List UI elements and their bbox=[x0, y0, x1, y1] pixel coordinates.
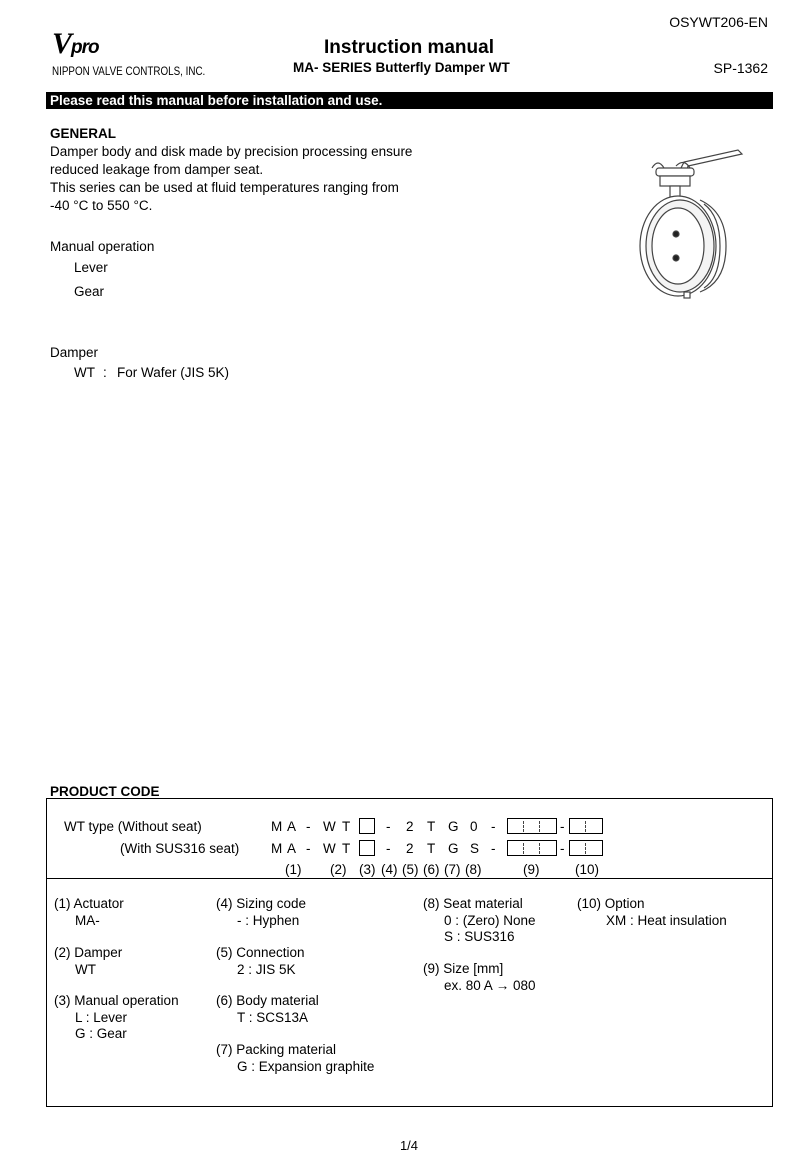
definition-value: G : Expansion graphite bbox=[237, 1058, 375, 1074]
damper-code: WT bbox=[74, 365, 95, 380]
code-char: T bbox=[342, 841, 351, 856]
option-slot bbox=[569, 818, 603, 834]
code-index: (1) bbox=[285, 862, 302, 877]
definition-body-material bbox=[216, 993, 319, 1026]
definition-sizing-code bbox=[216, 896, 306, 929]
product-code-heading: PRODUCT CODE bbox=[50, 784, 160, 799]
general-line: Damper body and disk made by precision processing ensure bbox=[50, 144, 413, 159]
code-index: (9) bbox=[523, 862, 540, 877]
code-index: (2) bbox=[330, 862, 347, 877]
definition-manual-operation bbox=[54, 993, 179, 1043]
manual-operation-item: Lever bbox=[74, 260, 108, 275]
general-section bbox=[50, 125, 412, 215]
definition-title: (1) Actuator bbox=[54, 896, 124, 911]
definition-value: ex. 80 A → 080 bbox=[444, 977, 536, 993]
code-char: 2 bbox=[406, 819, 414, 834]
manual-operation-slot bbox=[359, 840, 375, 856]
definition-value: G : Gear bbox=[75, 1026, 127, 1041]
damper-separator: : bbox=[103, 365, 107, 380]
valve-drawing bbox=[630, 142, 745, 304]
code-char: G bbox=[448, 819, 459, 834]
sp-number: SP-1362 bbox=[713, 60, 768, 76]
logo-mark-letter: V bbox=[52, 27, 72, 60]
code-char: W bbox=[323, 841, 336, 856]
code-char: M bbox=[271, 841, 283, 856]
definition-value: S : SUS316 bbox=[444, 929, 515, 944]
definition-packing-material bbox=[216, 1042, 374, 1075]
code-index: (5) bbox=[402, 862, 419, 877]
definition-title: (5) Connection bbox=[216, 945, 305, 960]
definition-value: - : Hyphen bbox=[237, 912, 300, 928]
code-index: (8) bbox=[465, 862, 482, 877]
code-index: (6) bbox=[423, 862, 440, 877]
page-title: Instruction manual bbox=[324, 37, 494, 58]
code-char: T bbox=[427, 841, 436, 856]
definition-seat-material bbox=[423, 896, 536, 946]
code-row-with-seat bbox=[0, 841, 808, 861]
code-index: (10) bbox=[575, 862, 600, 877]
notice-banner: Please read this manual before installation and use. bbox=[46, 92, 773, 109]
code-char: - bbox=[491, 841, 496, 856]
definition-connection bbox=[216, 945, 305, 978]
definition-title: (6) Body material bbox=[216, 993, 319, 1008]
definition-value: MA- bbox=[75, 912, 100, 928]
definition-title: (7) Packing material bbox=[216, 1042, 337, 1057]
definition-value: WT bbox=[75, 961, 96, 977]
definition-value: 0 : (Zero) None bbox=[444, 912, 536, 928]
logo-mark-suffix: pro bbox=[71, 37, 99, 58]
damper-heading: Damper bbox=[50, 345, 99, 360]
code-char: 2 bbox=[406, 841, 414, 856]
code-char: T bbox=[342, 819, 351, 834]
option-slot bbox=[569, 840, 603, 856]
code-row-label: WT type (Without seat) bbox=[64, 819, 202, 834]
definition-title: (4) Sizing code bbox=[216, 896, 307, 911]
code-char: M bbox=[271, 819, 283, 834]
general-line: -40 °C to 550 °C. bbox=[50, 198, 153, 213]
definition-title: (10) Option bbox=[577, 896, 645, 911]
butterfly-damper-illustration bbox=[630, 142, 745, 309]
code-char: - bbox=[306, 819, 311, 834]
code-char: 0 bbox=[470, 819, 478, 834]
definition-title: (9) Size [mm] bbox=[423, 961, 504, 976]
definition-damper bbox=[54, 945, 122, 978]
code-char: A bbox=[287, 841, 297, 856]
code-index: (4) bbox=[381, 862, 398, 877]
definition-title: (8) Seat material bbox=[423, 896, 523, 911]
page-subtitle: MA- SERIES Butterfly Damper WT bbox=[293, 60, 510, 75]
manual-operation-item: Gear bbox=[74, 284, 105, 299]
code-char: - bbox=[491, 819, 496, 834]
definition-actuator bbox=[54, 896, 124, 929]
definition-value: L : Lever bbox=[75, 1009, 128, 1025]
company-name: NIPPON VALVE CONTROLS, INC. bbox=[52, 64, 206, 78]
code-char: - bbox=[560, 841, 565, 856]
size-slot bbox=[507, 818, 557, 834]
general-line: reduced leakage from damper seat. bbox=[50, 162, 264, 177]
code-char: S bbox=[470, 841, 480, 856]
code-char: - bbox=[306, 841, 311, 856]
code-char: - bbox=[560, 819, 565, 834]
code-char: W bbox=[323, 819, 336, 834]
page-number: 1/4 bbox=[399, 1138, 419, 1153]
code-index: (7) bbox=[444, 862, 461, 877]
code-char: T bbox=[427, 819, 436, 834]
definition-value: XM : Heat insulation bbox=[606, 912, 727, 928]
code-char: - bbox=[386, 841, 391, 856]
manual-operation-slot bbox=[359, 818, 375, 834]
general-line: This series can be used at fluid temperatures ranging from bbox=[50, 180, 399, 195]
code-char: A bbox=[287, 819, 297, 834]
definition-title: (3) Manual operation bbox=[54, 993, 179, 1008]
code-char: G bbox=[448, 841, 459, 856]
code-index-row bbox=[0, 862, 808, 880]
code-row-without-seat bbox=[0, 819, 808, 839]
manual-operation-heading: Manual operation bbox=[50, 239, 155, 254]
code-row-label: (With SUS316 seat) bbox=[120, 841, 240, 856]
size-slot bbox=[507, 840, 557, 856]
code-char: - bbox=[386, 819, 391, 834]
definition-title: (2) Damper bbox=[54, 945, 123, 960]
code-index: (3) bbox=[359, 862, 376, 877]
definition-size bbox=[423, 961, 536, 994]
definition-value: T : SCS13A bbox=[237, 1009, 309, 1025]
document-number: OSYWT206-EN bbox=[669, 14, 768, 30]
general-heading: GENERAL bbox=[50, 126, 117, 141]
definition-value: 2 : JIS 5K bbox=[237, 961, 296, 977]
definition-option bbox=[577, 896, 727, 929]
damper-description: For Wafer (JIS 5K) bbox=[117, 365, 230, 380]
